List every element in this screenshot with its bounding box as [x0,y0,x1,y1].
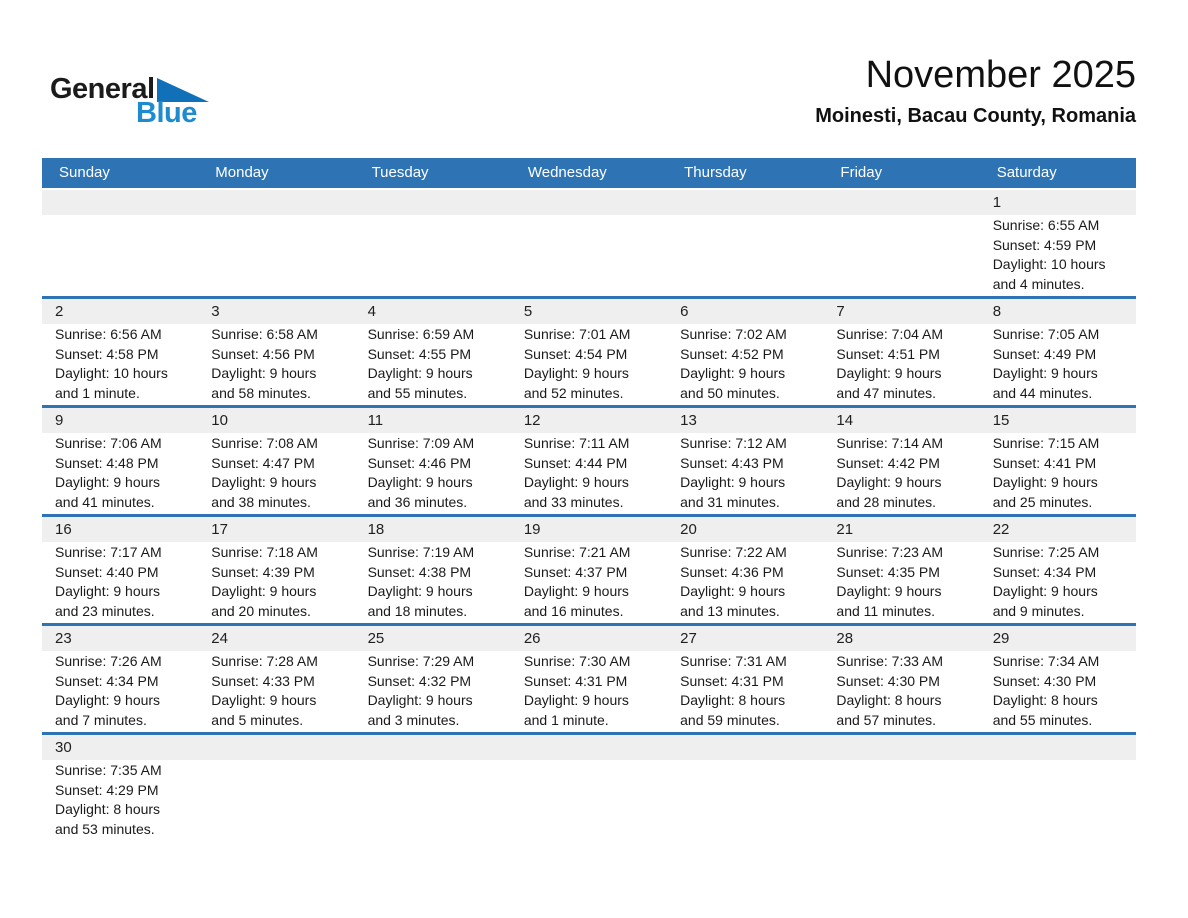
daylight-text-line1: Daylight: 9 hours [992,365,1098,382]
daylight-text-line1: Daylight: 9 hours [211,365,317,382]
daylight-text-line1: Daylight: 9 hours [55,474,161,491]
day-number: 25 [367,630,385,647]
day-cell [980,651,1136,732]
daylight-text-line2: and 58 minutes. [211,385,311,402]
sunrise-text: Sunrise: 7:11 AM [523,435,630,451]
day-cell [355,433,511,514]
day-number [198,735,354,760]
sunrise-text: Sunrise: 6:58 AM [211,326,318,342]
daylight-text-line1: Daylight: 9 hours [992,474,1098,491]
daylight-text-line1: Daylight: 9 hours [211,692,317,709]
day-cell [355,760,511,860]
daylight-text-line1: Daylight: 10 hours [55,365,168,382]
sunrise-text: Sunrise: 7:02 AM [680,326,787,342]
week-row [42,190,1136,299]
sunset-text: Sunset: 4:29 PM [55,781,159,798]
daylight-text-line2: and 57 minutes. [836,712,937,729]
daylight-text-line2: and 9 minutes. [992,603,1085,620]
day-number-band [42,408,1136,433]
daylight-text-line1: Daylight: 8 hours [836,692,942,709]
sunset-text: Sunset: 4:47 PM [211,454,315,471]
day-number: 3 [211,303,220,320]
day-cell [511,324,667,405]
day-cell [511,542,667,623]
sunrise-text: Sunrise: 7:34 AM [992,653,1100,669]
sunset-text: Sunset: 4:30 PM [836,672,940,689]
day-cell [198,433,354,514]
daylight-text-line1: Daylight: 9 hours [55,692,161,709]
daylight-text-line2: and 38 minutes. [211,494,311,511]
sunset-text: Sunset: 4:59 PM [992,236,1097,253]
sunset-text: Sunset: 4:58 PM [55,345,159,362]
day-cell [980,542,1136,623]
sunrise-text: Sunrise: 7:26 AM [55,653,162,669]
daylight-text-line2: and 18 minutes. [367,603,468,620]
week-body [42,215,1136,296]
day-cell [511,760,667,860]
day-cell [980,215,1136,296]
day-cell [42,542,198,623]
day-number-band [42,299,1136,324]
day-cell [42,433,198,514]
sunset-text: Sunset: 4:31 PM [680,672,784,689]
sunset-text: Sunset: 4:46 PM [367,454,472,471]
day-cell [511,651,667,732]
daylight-text-line1: Daylight: 9 hours [836,365,942,382]
day-number: 12 [523,412,541,429]
title-block [815,52,1136,128]
weekday-header-wednesday: Wednesday [527,164,607,181]
daylight-text-line2: and 16 minutes. [523,603,624,620]
day-number: 20 [680,521,697,538]
daylight-text-line1: Daylight: 8 hours [680,692,786,709]
daylight-text-line1: Daylight: 10 hours [992,256,1106,273]
calendar-grid [42,190,1136,860]
weekday-header-sunday: Sunday [59,164,110,181]
sunset-text: Sunset: 4:52 PM [680,345,784,362]
daylight-text-line2: and 59 minutes. [680,712,780,729]
sunrise-text: Sunrise: 7:15 AM [992,435,1100,451]
day-cell [42,651,198,732]
day-cell [823,760,979,860]
sunrise-text: Sunrise: 7:35 AM [55,762,162,778]
daylight-text-line1: Daylight: 8 hours [992,692,1098,709]
day-number [355,190,511,215]
day-cell [667,760,823,860]
sunset-text: Sunset: 4:34 PM [992,563,1097,580]
calendar [42,158,1136,860]
day-number: 17 [211,521,228,538]
sunrise-text: Sunrise: 7:14 AM [836,435,944,451]
sunrise-text: Sunrise: 7:33 AM [836,653,944,669]
sunrise-text: Sunrise: 7:31 AM [680,653,787,669]
daylight-text-line2: and 11 minutes. [836,603,935,620]
sunrise-text: Sunrise: 7:04 AM [836,326,944,342]
page-subtitle: Moinesti, Bacau County, Romania [815,105,1136,127]
sunrise-text: Sunrise: 7:28 AM [211,653,318,669]
week-body [42,324,1136,405]
day-cell [980,760,1136,860]
day-number: 11 [367,412,384,429]
daylight-text-line1: Daylight: 9 hours [523,474,629,491]
sunset-text: Sunset: 4:48 PM [55,454,159,471]
day-number: 15 [992,412,1010,429]
sunrise-text: Sunrise: 7:01 AM [523,326,631,342]
day-cell [198,651,354,732]
day-number: 13 [680,412,697,429]
daylight-text-line1: Daylight: 9 hours [367,583,473,600]
day-number [823,735,979,760]
week-row [42,735,1136,860]
daylight-text-line2: and 47 minutes. [836,385,937,402]
daylight-text-line2: and 1 minute. [523,712,609,729]
daylight-text-line2: and 1 minute. [55,385,140,402]
day-cell [667,433,823,514]
week-row [42,517,1136,626]
sunset-text: Sunset: 4:42 PM [836,454,940,471]
daylight-text-line1: Daylight: 9 hours [992,583,1098,600]
day-cell [511,433,667,514]
day-number: 8 [992,303,1002,320]
daylight-text-line2: and 41 minutes. [55,494,155,511]
sunrise-text: Sunrise: 7:08 AM [211,435,318,451]
daylight-text-line1: Daylight: 9 hours [55,583,161,600]
sunset-text: Sunset: 4:31 PM [523,672,628,689]
weekday-header-monday: Monday [215,164,269,181]
sunrise-text: Sunrise: 6:56 AM [55,326,162,342]
daylight-text-line1: Daylight: 9 hours [211,474,317,491]
day-cell [355,324,511,405]
day-number: 29 [992,630,1010,647]
day-number: 16 [55,521,72,538]
day-number [198,190,354,215]
day-number-band [42,626,1136,651]
day-cell [823,433,979,514]
sunrise-text: Sunrise: 7:18 AM [211,544,318,560]
sunset-text: Sunset: 4:49 PM [992,345,1097,362]
sunset-text: Sunset: 4:41 PM [992,454,1097,471]
day-number [980,735,1136,760]
general-blue-logo [50,73,270,129]
day-number [42,190,198,215]
day-number-band [42,735,1136,760]
sunrise-text: Sunrise: 7:21 AM [523,544,631,560]
day-cell [355,215,511,296]
sunrise-text: Sunrise: 7:22 AM [680,544,787,560]
sunrise-text: Sunrise: 7:23 AM [836,544,944,560]
day-number: 21 [836,521,854,538]
sunset-text: Sunset: 4:51 PM [836,345,940,362]
day-cell [198,542,354,623]
day-cell [198,324,354,405]
day-cell [667,542,823,623]
weekday-header-saturday: Saturday [996,164,1057,181]
weekday-header-row [42,158,1136,188]
daylight-text-line2: and 4 minutes. [992,276,1085,293]
day-number: 5 [523,303,533,320]
daylight-text-line2: and 28 minutes. [836,494,937,511]
sunrise-text: Sunrise: 7:05 AM [992,326,1100,342]
daylight-text-line2: and 5 minutes. [211,712,304,729]
day-cell [667,324,823,405]
sunset-text: Sunset: 4:34 PM [55,672,159,689]
day-number: 22 [992,521,1010,538]
daylight-text-line1: Daylight: 9 hours [523,365,629,382]
sunset-text: Sunset: 4:55 PM [367,345,472,362]
sunset-text: Sunset: 4:54 PM [523,345,628,362]
day-number: 30 [55,739,72,756]
daylight-text-line2: and 3 minutes. [367,712,460,729]
day-number: 6 [680,303,689,320]
daylight-text-line2: and 13 minutes. [680,603,780,620]
daylight-text-line2: and 53 minutes. [55,821,155,838]
sunrise-text: Sunrise: 6:55 AM [992,217,1100,233]
day-number: 7 [836,303,845,320]
sunset-text: Sunset: 4:37 PM [523,563,628,580]
day-number [823,190,979,215]
week-body [42,433,1136,514]
day-number [355,735,511,760]
logo-text-general: General [50,73,155,105]
daylight-text-line1: Daylight: 9 hours [680,474,786,491]
daylight-text-line1: Daylight: 9 hours [367,692,473,709]
daylight-text-line1: Daylight: 9 hours [211,583,317,600]
day-number-band [42,190,1136,215]
daylight-text-line1: Daylight: 9 hours [367,474,473,491]
day-number: 2 [55,303,64,320]
sunset-text: Sunset: 4:38 PM [367,563,472,580]
daylight-text-line2: and 50 minutes. [680,385,780,402]
sunrise-text: Sunrise: 7:17 AM [55,544,162,560]
daylight-text-line1: Daylight: 9 hours [836,583,942,600]
day-number: 1 [992,194,1002,211]
day-cell [198,760,354,860]
daylight-text-line1: Daylight: 9 hours [523,692,629,709]
sunrise-text: Sunrise: 7:30 AM [523,653,631,669]
daylight-text-line2: and 20 minutes. [211,603,311,620]
day-number: 19 [523,521,541,538]
weekday-header-tuesday: Tuesday [371,164,429,181]
day-number: 10 [211,412,228,429]
day-number [667,190,823,215]
daylight-text-line2: and 55 minutes. [367,385,468,402]
day-number [511,735,667,760]
day-cell [980,324,1136,405]
sunset-text: Sunset: 4:36 PM [680,563,784,580]
week-body [42,760,1136,860]
day-cell [823,542,979,623]
weekday-header-friday: Friday [840,164,883,181]
sunset-text: Sunset: 4:30 PM [992,672,1097,689]
sunset-text: Sunset: 4:40 PM [55,563,159,580]
day-cell [42,215,198,296]
day-number-band [42,517,1136,542]
day-number: 27 [680,630,697,647]
day-number: 28 [836,630,854,647]
page-header [42,52,1136,148]
day-number [667,735,823,760]
sunrise-text: Sunrise: 7:06 AM [55,435,162,451]
logo-text-blue: Blue [136,97,197,129]
sunset-text: Sunset: 4:44 PM [523,454,628,471]
day-cell [511,215,667,296]
day-cell [42,760,198,860]
day-number: 4 [367,303,376,320]
day-cell [667,215,823,296]
daylight-text-line2: and 31 minutes. [680,494,780,511]
day-cell [198,215,354,296]
daylight-text-line2: and 7 minutes. [55,712,147,729]
daylight-text-line1: Daylight: 9 hours [680,365,786,382]
day-cell [42,324,198,405]
sunrise-text: Sunrise: 7:09 AM [367,435,475,451]
daylight-text-line2: and 33 minutes. [523,494,624,511]
day-number [511,190,667,215]
day-cell [980,433,1136,514]
daylight-text-line1: Daylight: 9 hours [680,583,786,600]
day-number: 24 [211,630,228,647]
day-cell [823,324,979,405]
day-cell [355,542,511,623]
weekday-header-thursday: Thursday [684,164,747,181]
sunset-text: Sunset: 4:32 PM [367,672,472,689]
day-number: 23 [55,630,72,647]
daylight-text-line2: and 36 minutes. [367,494,468,511]
daylight-text-line2: and 23 minutes. [55,603,155,620]
daylight-text-line2: and 25 minutes. [992,494,1093,511]
week-row [42,408,1136,517]
sunset-text: Sunset: 4:43 PM [680,454,784,471]
sunset-text: Sunset: 4:35 PM [836,563,940,580]
week-row [42,626,1136,735]
page-title: November 2025 [865,54,1136,96]
sunrise-text: Sunrise: 7:25 AM [992,544,1100,560]
day-cell [823,651,979,732]
day-number: 18 [367,521,385,538]
daylight-text-line2: and 55 minutes. [992,712,1093,729]
week-body [42,651,1136,732]
day-cell [823,215,979,296]
daylight-text-line1: Daylight: 9 hours [836,474,942,491]
day-number: 9 [55,412,64,429]
daylight-text-line2: and 44 minutes. [992,385,1093,402]
sunrise-text: Sunrise: 7:12 AM [680,435,787,451]
week-body [42,542,1136,623]
sunset-text: Sunset: 4:39 PM [211,563,315,580]
daylight-text-line1: Daylight: 9 hours [523,583,629,600]
sunset-text: Sunset: 4:33 PM [211,672,315,689]
day-cell [355,651,511,732]
day-number: 26 [523,630,541,647]
day-number: 14 [836,412,854,429]
sunset-text: Sunset: 4:56 PM [211,345,315,362]
sunrise-text: Sunrise: 7:19 AM [367,544,475,560]
sunrise-text: Sunrise: 7:29 AM [367,653,475,669]
daylight-text-line1: Daylight: 9 hours [367,365,473,382]
week-row [42,299,1136,408]
daylight-text-line2: and 52 minutes. [523,385,624,402]
daylight-text-line1: Daylight: 8 hours [55,801,161,818]
day-cell [667,651,823,732]
sunrise-text: Sunrise: 6:59 AM [367,326,475,342]
